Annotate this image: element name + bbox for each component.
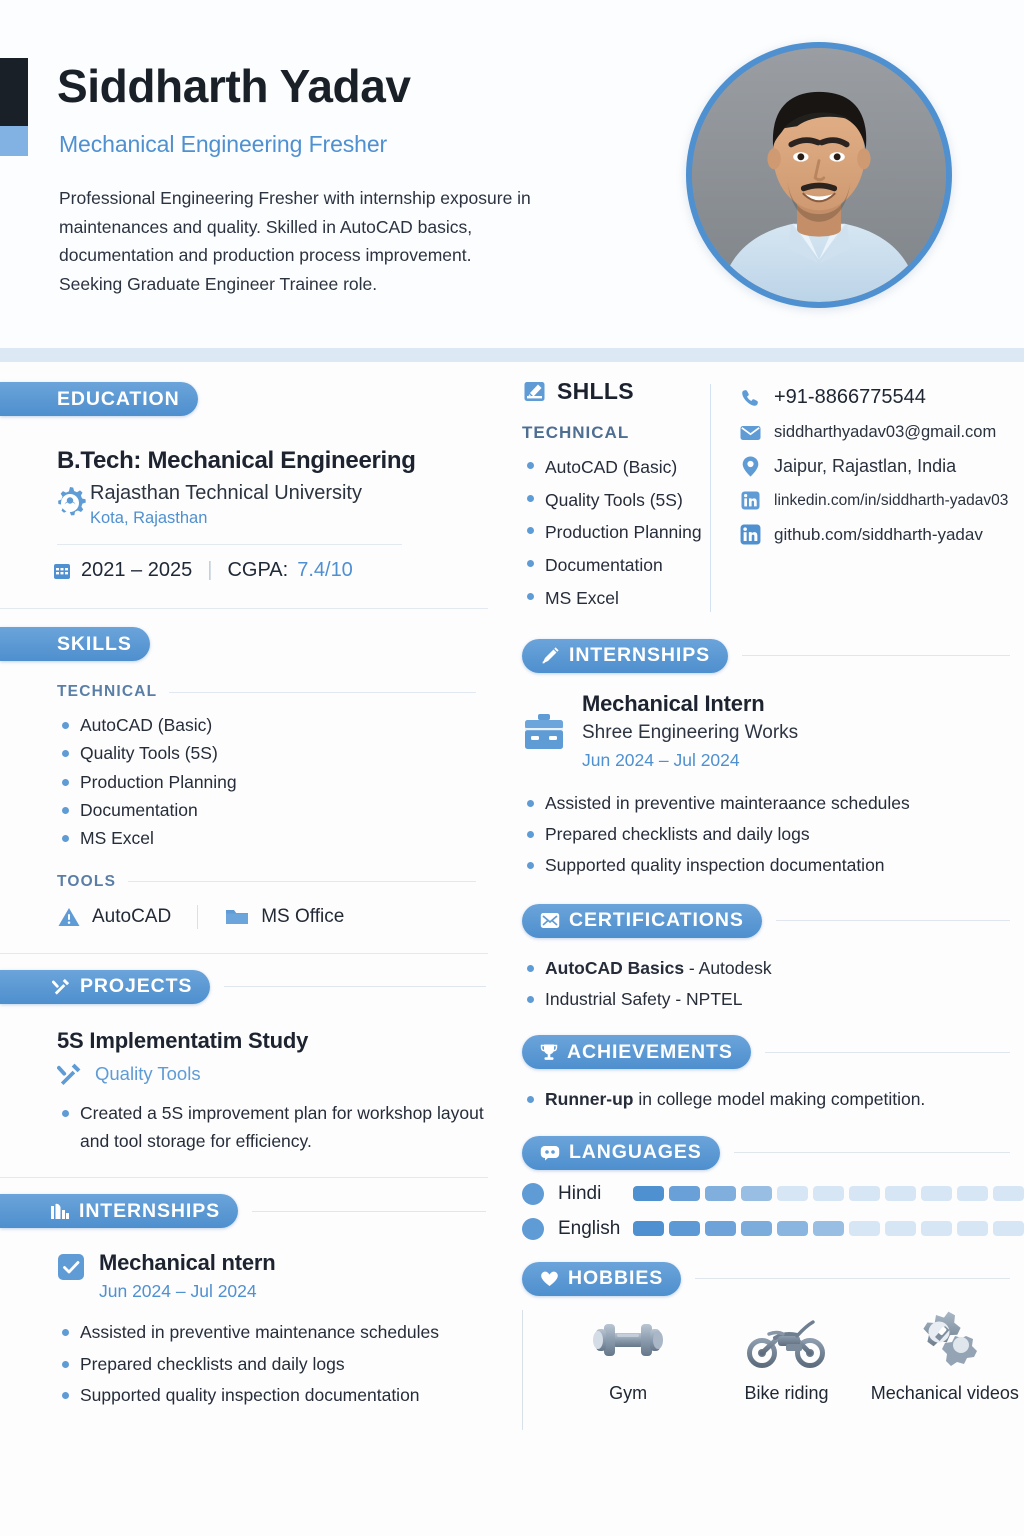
header-role: Mechanical Engineering Fresher — [59, 131, 388, 157]
hobbies-list — [510, 1310, 1024, 1430]
hobby-item — [707, 1310, 865, 1430]
list-item: Production Planning — [57, 768, 500, 796]
accent-bar-blue — [0, 126, 28, 156]
contact-linkedin[interactable] — [739, 491, 1024, 510]
section-internships-left — [0, 1194, 500, 1409]
section-label-skills: SKILLS — [57, 632, 132, 655]
section-header-projects — [0, 970, 210, 1004]
gear-video-icon — [904, 1310, 986, 1372]
list-item: Assisted in preventive mainteraance schedules — [522, 789, 1016, 817]
language-level-segment — [957, 1221, 988, 1236]
section-projects — [0, 970, 500, 1179]
section-hobbies — [510, 1262, 1024, 1430]
section-label-hobbies: HOBBIES — [568, 1267, 664, 1290]
linkedin-icon — [739, 524, 761, 545]
list-item: Quality Tools (5S) — [57, 739, 500, 767]
certificate-icon — [540, 912, 560, 929]
certifications-rule — [776, 920, 1010, 921]
section-header-skills — [0, 627, 150, 661]
tools-separator — [197, 905, 198, 929]
section-education — [0, 382, 500, 609]
list-item: Quality Tools (5S) — [522, 484, 710, 517]
pen-tool-icon — [540, 646, 560, 666]
internships-right-rule — [742, 655, 1010, 656]
languages-rule — [734, 1152, 1010, 1153]
dumbbell-icon — [587, 1310, 669, 1372]
language-level-segment — [633, 1221, 664, 1236]
skills-right-list — [522, 451, 710, 615]
resume-header — [0, 0, 1024, 350]
education-cgpa-label: CGPA: — [227, 559, 289, 581]
certifications-list — [522, 954, 1016, 1014]
language-level-segment — [921, 1221, 952, 1236]
toolbox-icon — [522, 695, 566, 771]
project-tag: Quality Tools — [95, 1062, 201, 1084]
section-label-projects: PROJECTS — [80, 975, 193, 998]
project-title: 5S Implementatim Study — [57, 1027, 309, 1053]
header-summary: Professional Engineering Fresher with internship exposure in maintenances and quality. Skilled in AutoCAD basics, documentation and production process improvement. Seeking Graduate Engineer Trainee role. — [59, 188, 531, 294]
section-languages — [510, 1136, 1024, 1240]
language-level-meter — [633, 1221, 1024, 1236]
education-dates-separator: | — [207, 559, 213, 581]
section-label-certifications: CERTIFICATIONS — [569, 909, 744, 932]
list-item: Assisted in preventive maintenance schedules — [57, 1318, 492, 1346]
skills-contact-block — [510, 378, 1024, 615]
skills-right-technical-label: TECHNICAL — [522, 423, 630, 442]
certification-name: AutoCAD Basics — [545, 957, 685, 978]
education-institution-row — [50, 481, 500, 528]
achievements-list — [522, 1085, 1016, 1113]
skills-section-rule — [0, 953, 488, 954]
tool-ms-office — [224, 905, 344, 929]
list-item: Documentation — [57, 796, 500, 824]
hobby-item — [549, 1310, 707, 1430]
section-achievements — [510, 1035, 1024, 1113]
language-level-segment — [705, 1221, 736, 1236]
calendar-icon — [52, 561, 72, 581]
internship-bullets-right — [522, 789, 1016, 880]
education-section-rule — [0, 608, 488, 609]
language-level-segment — [813, 1221, 844, 1236]
language-name: Hindi — [558, 1182, 602, 1204]
education-degree: B.Tech: Mechanical Engineering — [57, 447, 416, 474]
language-level-segment — [849, 1186, 880, 1201]
mail-icon — [739, 425, 761, 441]
list-item — [522, 954, 1016, 982]
achievement-text: in college model making competition. — [633, 1089, 926, 1110]
list-item: Created a 5S improvement plan for workshop layout and tool storage for efficiency. — [57, 1099, 492, 1156]
list-item — [522, 985, 1016, 1013]
list-item: Documentation — [522, 549, 710, 582]
contact-phone-value: +91-8866775544 — [774, 386, 926, 408]
contact-email[interactable] — [739, 423, 1024, 442]
tool-label: MS Office — [261, 905, 345, 927]
internship-bullets-left — [57, 1318, 492, 1409]
section-header-hobbies — [522, 1262, 681, 1296]
section-header-internships-right — [522, 639, 728, 673]
right-column — [510, 362, 1024, 1536]
hobby-label: Gym — [609, 1382, 648, 1403]
hobbies-divider — [522, 1310, 523, 1430]
section-label-skills-right: SHLLS — [557, 378, 634, 404]
list-item: MS Excel — [57, 824, 500, 852]
list-item: Supported quality inspection documentation — [57, 1381, 492, 1409]
section-label-languages: LANGUAGES — [569, 1141, 702, 1164]
hobby-item — [866, 1310, 1024, 1430]
trophy-icon — [540, 1043, 558, 1062]
speech-bubble-icon — [540, 1145, 560, 1161]
list-item: Production Planning — [522, 516, 710, 549]
page-title: Siddharth Yadav — [57, 60, 411, 112]
document-edit-icon — [522, 379, 547, 404]
section-header-education — [0, 382, 198, 416]
section-header-internships-left — [0, 1194, 238, 1228]
skills-tools-label: TOOLS — [57, 872, 117, 890]
language-level-segment — [813, 1186, 844, 1201]
warning-triangle-icon — [57, 905, 81, 929]
section-header-certifications — [522, 904, 762, 938]
language-level-segment — [705, 1186, 736, 1201]
section-certifications — [510, 904, 1024, 1014]
left-column — [0, 362, 500, 1536]
language-row — [510, 1183, 1024, 1205]
language-row — [510, 1218, 1024, 1240]
internship-dates: Jun 2024 – Jul 2024 — [582, 749, 740, 770]
section-label-achievements: ACHIEVEMENTS — [567, 1040, 733, 1063]
section-skills-right — [510, 378, 710, 615]
internship-company: Shree Engineering Works — [582, 721, 799, 743]
heart-icon — [540, 1270, 559, 1287]
folder-icon — [224, 905, 250, 929]
section-header-languages — [522, 1136, 720, 1170]
section-label-education: EDUCATION — [57, 387, 180, 410]
contact-email-value: siddharthyadav03@gmail.com — [774, 423, 997, 441]
language-level-meter — [633, 1186, 1024, 1201]
certification-issuer: - Autodesk — [684, 957, 772, 978]
section-header-skills-right — [522, 378, 710, 405]
linkedin-icon — [739, 491, 761, 510]
projects-rule — [224, 986, 486, 987]
skills-technical-list — [57, 711, 500, 853]
language-level-segment — [885, 1221, 916, 1236]
section-header-achievements — [522, 1035, 751, 1069]
portrait-photo-icon — [692, 48, 946, 302]
list-item: Prepared checklists and daily logs — [57, 1350, 492, 1378]
gear-icon — [50, 483, 90, 523]
language-name: English — [558, 1217, 621, 1239]
contact-github-value: github.com/siddharth-yadav — [774, 524, 983, 544]
internship-title: Mechanical ntern — [99, 1250, 276, 1276]
hobby-label: Bike riding — [744, 1382, 829, 1403]
internships-left-rule — [252, 1211, 486, 1212]
skills-tools-rule — [128, 881, 476, 882]
language-dot-icon — [522, 1218, 544, 1240]
language-level-segment — [669, 1221, 700, 1236]
education-dates-row — [52, 559, 500, 582]
list-item: AutoCAD (Basic) — [57, 711, 500, 739]
hobby-label: Mechanical videos — [870, 1382, 1019, 1403]
contact-location — [739, 456, 1024, 477]
internship-entry — [510, 691, 1024, 771]
certification-issuer: Industrial Safety - NPTEL — [545, 988, 743, 1009]
list-item — [522, 1085, 1016, 1113]
contact-location-value: Jaipur, Rajastlan, India — [774, 456, 957, 476]
tool-autocad — [57, 905, 171, 929]
list-item: Supported quality inspection documentation — [522, 851, 1016, 879]
language-level-segment — [633, 1186, 664, 1201]
achievement-highlight: Runner-up — [545, 1089, 634, 1110]
language-level-segment — [993, 1186, 1024, 1201]
education-divider — [57, 544, 402, 545]
accent-bar-dark — [0, 58, 28, 126]
education-cgpa-value: 7.4/10 — [297, 559, 353, 581]
skills-tools-row — [57, 905, 500, 929]
contact-linkedin-value: linkedin.com/in/siddharth-yadav03 — [774, 491, 1009, 509]
phone-icon — [739, 388, 761, 408]
language-level-segment — [777, 1186, 808, 1201]
tools-icon — [57, 1061, 83, 1087]
list-item: MS Excel — [522, 582, 710, 615]
hobbies-rule — [695, 1278, 1010, 1279]
language-dot-icon — [522, 1183, 544, 1205]
language-level-segment — [741, 1221, 772, 1236]
section-internships-right — [510, 639, 1024, 880]
language-level-segment — [921, 1186, 952, 1201]
avatar — [686, 42, 952, 308]
language-level-segment — [957, 1186, 988, 1201]
header-divider-band — [0, 348, 1024, 362]
projects-section-rule — [0, 1177, 488, 1178]
checkbox-checked-icon — [57, 1253, 85, 1281]
language-level-segment — [849, 1221, 880, 1236]
skills-technical-rule — [169, 692, 476, 693]
motorcycle-icon — [745, 1310, 827, 1372]
education-dates: 2021 – 2025 — [81, 559, 193, 581]
list-item: Prepared checklists and daily logs — [522, 820, 1016, 848]
internship-title: Mechanical Intern — [582, 690, 765, 716]
section-label-internships-right: INTERNSHIPS — [569, 644, 711, 667]
language-level-segment — [993, 1221, 1024, 1236]
location-pin-icon — [739, 456, 761, 477]
section-label-internships-left: INTERNSHIPS — [79, 1199, 221, 1222]
language-level-segment — [885, 1186, 916, 1201]
tools-icon — [52, 977, 71, 996]
contact-github[interactable] — [739, 524, 1024, 545]
education-university: Rajasthan Technical University — [90, 482, 362, 504]
achievements-rule — [765, 1052, 1010, 1053]
tool-label: AutoCAD — [92, 905, 172, 927]
internship-dates: Jun 2024 – Jul 2024 — [99, 1281, 257, 1302]
skills-technical-label: TECHNICAL — [57, 683, 158, 700]
contact-phone[interactable] — [739, 386, 1024, 409]
building-icon — [50, 1202, 70, 1220]
list-item: AutoCAD (Basic) — [522, 451, 710, 484]
language-level-segment — [741, 1186, 772, 1201]
contact-block — [711, 378, 1024, 615]
section-skills — [0, 627, 500, 954]
language-level-segment — [669, 1186, 700, 1201]
education-location: Kota, Rajasthan — [90, 509, 208, 527]
language-level-segment — [777, 1221, 808, 1236]
